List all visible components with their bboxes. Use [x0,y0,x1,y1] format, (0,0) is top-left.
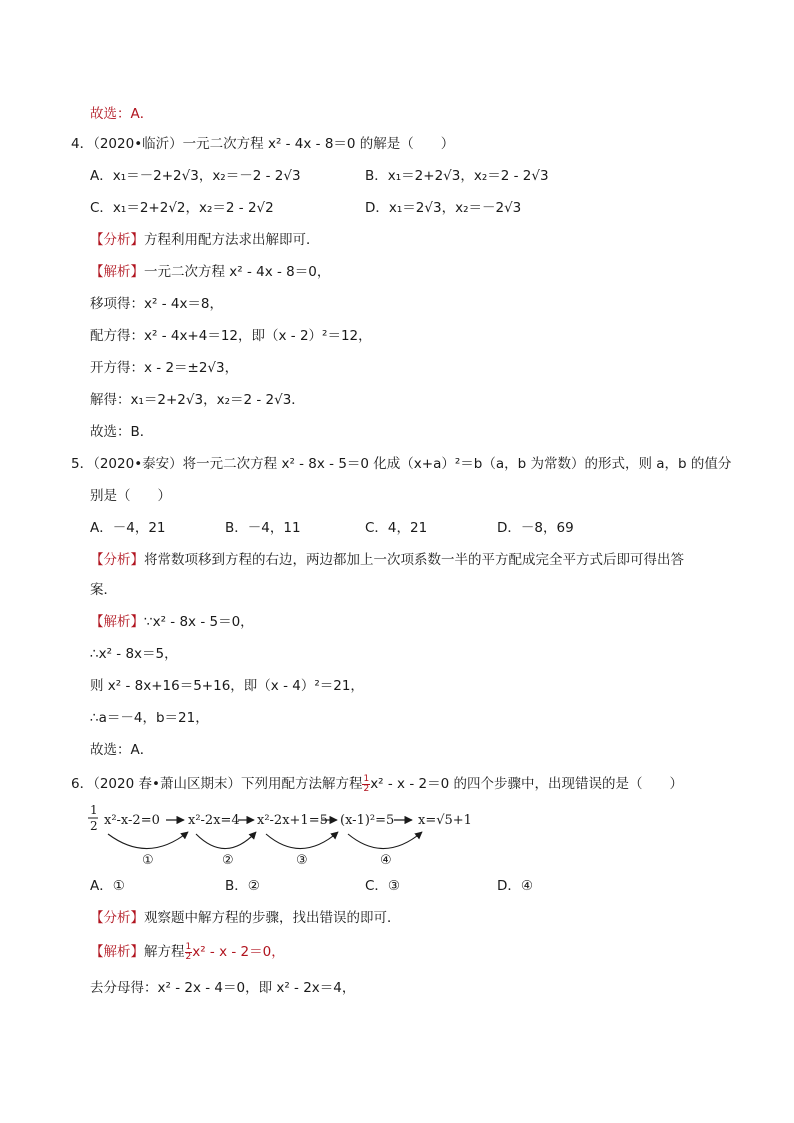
step-label-3: ③ [296,853,308,868]
question-6-start: 6．（2020 春•萧山区期末）下列用配方法解方程 [71,776,363,792]
option-c: C．③ [365,878,401,894]
analysis-text: 将常数项移到方程的右边，两边都加上一次项系数一半的平方配成完全平方式后即可得出答 [144,552,684,568]
analysis-tag: 【分析】 [90,910,144,926]
step-line: 则 x² - 8x+16＝5+16，即（x - 4）²＝21， [90,678,364,694]
analysis-text: 方程利用配方法求出解即可． [144,232,320,248]
analysis-tag: 【分析】 [90,552,144,568]
step-label-1: ① [142,853,154,868]
option-d: D．－8，69 [497,520,574,536]
solution-text: 一元二次方程 x² - 4x - 8＝0， [144,264,331,280]
step-arc-1 [108,832,188,849]
option-c: C．4，21 [365,520,428,536]
step-arc-3 [266,832,338,849]
step-line: 去分母得：x² - 2x - 4＝0，即 x² - 2x＝4， [90,980,356,996]
solution-tag: 【解析】 [90,264,144,280]
option-a: A．x₁＝－2+2√3，x₂＝－2 - 2√3 [90,168,301,184]
question-6 [71,774,683,794]
analysis-line [90,550,684,570]
option-d: D．x₁＝2√3，x₂＝－2√3 [365,200,522,216]
fraction-denominator: 2 [185,951,192,962]
step-line: 开方得：x - 2＝±2√3， [90,360,239,376]
step-arc-2 [196,832,256,849]
option-b: B．－4，11 [225,520,301,536]
step-eq-2: x²-2x+1=5 [257,813,328,828]
analysis-line [90,230,320,250]
fraction-numerator: 1 [363,773,370,784]
solution-text-start: 解方程 [144,944,185,960]
option-b: B．x₁＝2+2√3，x₂＝2 - 2√3 [365,168,549,184]
frac-num: 1 [90,803,98,817]
solution-tag: 【解析】 [90,944,144,960]
solution-line [90,612,254,632]
step-line: 移项得：x² - 4x＝8， [90,296,224,312]
analysis-line [90,908,401,928]
step-eq-3: (x-1)²=5 [340,813,395,828]
step-line: 解得：x₁＝2+2√3，x₂＝2 - 2√3． [90,392,305,408]
option-a: A．① [90,878,125,894]
step-line: ∴x² - 8x＝5， [90,646,178,662]
solution-line [90,942,285,962]
analysis-text: 观察题中解方程的步骤，找出错误的即可． [144,910,401,926]
answer-text: 故选：B． [90,424,154,440]
step-eq-4: x=√5+1 [418,813,472,828]
option-d: D．④ [497,878,533,894]
fraction-numerator: 1 [185,941,192,952]
frac-den: 2 [90,819,98,833]
step-line: 配方得：x² - 4x+4＝12，即（x - 2）²＝12， [90,328,372,344]
step-label-2: ② [222,853,234,868]
question-5-cont: 别是（ ） [90,488,171,504]
option-c: C．x₁＝2+2√2，x₂＝2 - 2√2 [90,200,274,216]
question-6-end: x² - x - 2＝0 的四个步骤中，出现错误的是（ ） [370,776,683,792]
step-eq-0: x²-x-2=0 [104,813,160,828]
analysis-tag: 【分析】 [90,232,144,248]
fraction-denominator: 2 [363,783,370,794]
answer-text: 故选：A． [90,106,154,122]
question-4: 4．（2020•临沂）一元二次方程 x² - 4x - 8＝0 的解是（ ） [71,136,455,152]
question-5: 5．（2020•泰安）将一元二次方程 x² - 8x - 5＝0 化成（x+a）²＝b（a，b 为常数）的形式，则 a，b 的值分 [71,456,732,472]
step-eq-1: x²-2x=4 [188,813,240,828]
option-a: A．－4，21 [90,520,166,536]
option-b: B．② [225,878,260,894]
solution-steps-diagram [86,800,486,872]
solution-tag: 【解析】 [90,614,144,630]
analysis-cont: 案． [90,582,117,598]
solution-text: ∵x² - 8x - 5＝0， [144,614,254,630]
step-line: ∴a＝－4，b＝21， [90,710,209,726]
step-label-4: ④ [380,853,392,868]
step-arc-4 [348,832,422,849]
solution-line [90,262,330,282]
answer-text: 故选：A． [90,742,154,758]
solution-text-end: x² - x - 2＝0， [192,944,285,960]
